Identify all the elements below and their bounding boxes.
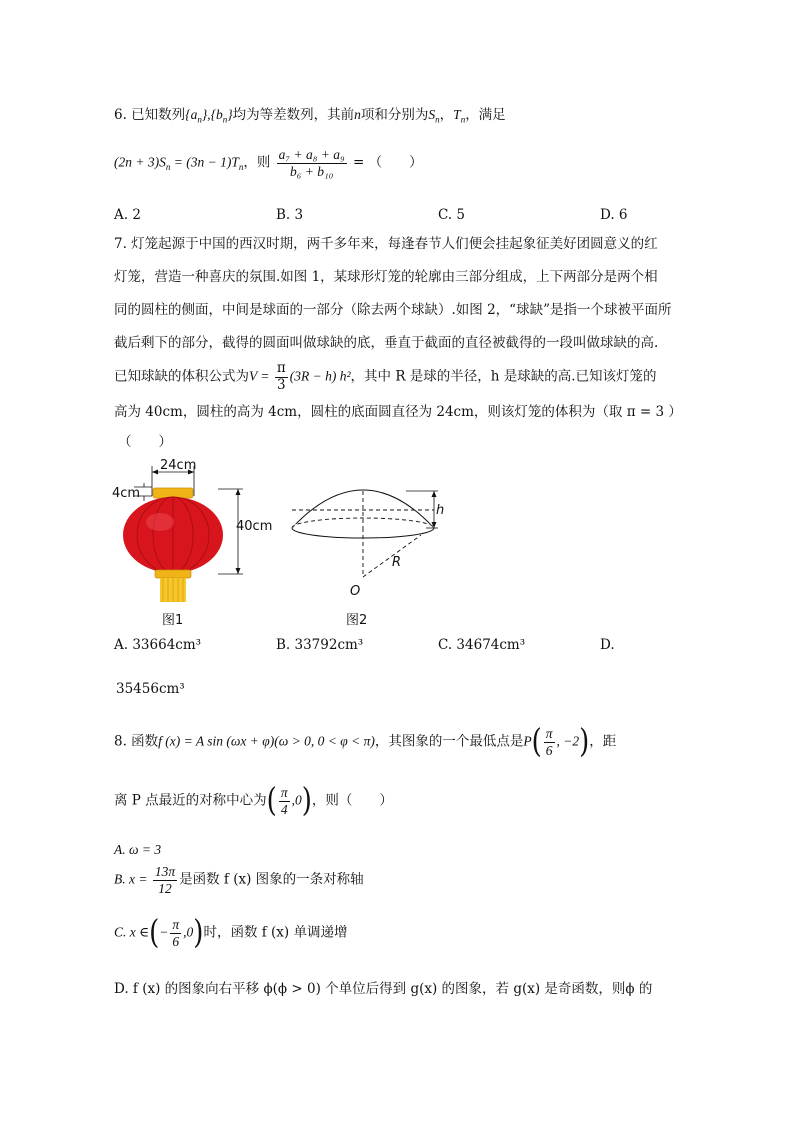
q8-pi-over-4: [279, 786, 290, 816]
q7-pi: π: [276, 360, 286, 376]
q7-pi-over-3: [275, 362, 288, 392]
lantern-tassel: [160, 578, 186, 602]
q8-func: f (x) = A sin (ωx + φ): [158, 733, 275, 749]
q6-end: ，满足: [465, 107, 506, 123]
q7-option-c[interactable]: C. 34674cm³: [438, 637, 526, 653]
q8-line2-end: ，则（ ）: [311, 792, 393, 809]
fig1-label-4cm: 4cm: [112, 486, 141, 501]
q7-V: V =: [249, 368, 273, 384]
q6-sub4: n: [460, 114, 466, 125]
fig2-label-O: O: [350, 584, 361, 599]
q6-option-b[interactable]: B. 3: [276, 207, 304, 223]
q6-sub3: n: [435, 114, 440, 125]
fig2-label-R: R: [392, 555, 402, 570]
q6-option-c[interactable]: C. 5: [438, 207, 466, 223]
q8-P: P: [523, 733, 532, 749]
lantern-top-cap: [153, 488, 193, 498]
arrow-up: [236, 489, 241, 495]
q8-pi2: π: [280, 785, 288, 800]
q6-set-a: {a: [185, 107, 198, 122]
q8-optC-pre: C. x ∈: [114, 924, 150, 940]
q8-paren-close2: ): [301, 782, 312, 820]
fig1-caption: 图1: [162, 613, 184, 628]
q7-line5: [114, 362, 657, 392]
q6-option-d[interactable]: D. 6: [600, 207, 628, 223]
arrow-down: [236, 568, 241, 574]
q8-optC-rest: ,0: [183, 924, 194, 940]
q6-option-a[interactable]: A. 2: [114, 207, 141, 223]
q6-mid: 均为等差数列，其前: [232, 107, 355, 123]
q8-cond: (ω > 0, 0 < φ < π): [274, 733, 375, 749]
h-arrow-up: [432, 491, 437, 497]
fig1-label-24cm: 24cm: [160, 458, 197, 473]
fig1-label-40cm: 40cm: [236, 519, 273, 534]
q8-paren-close3: ): [193, 914, 204, 952]
q6-frac-num: a₇ + a₈ + a₉: [278, 147, 345, 162]
q7-option-d-value: 35456cm³: [116, 681, 185, 697]
q6-set-b: },{b: [201, 107, 223, 122]
q6-set-end: }: [227, 107, 233, 122]
q6-cond-rhs: = (3n − 1)T: [170, 154, 239, 170]
q6-prefix: 6. 已知数列: [114, 107, 186, 123]
q6-cond-lhs: (2n + 3)S: [114, 154, 166, 170]
q6-comma: ，: [439, 107, 454, 123]
q6-sub6: n: [238, 162, 244, 173]
q7-line5-post: ，其中 R 是球的半径，h 是球缺的高.已知该灯笼的: [350, 368, 657, 385]
q8-line2: [114, 782, 393, 820]
q8-four: 4: [280, 801, 288, 817]
q8-paren-close: ): [579, 723, 590, 761]
q8-optB-frac: [153, 865, 177, 895]
q8-option-b[interactable]: [114, 865, 364, 895]
q8-optB-post: 是函数 f (x) 图象的一条对称轴: [179, 871, 364, 888]
q7-line7: （ ）: [118, 434, 172, 450]
q8-paren-open: (: [531, 723, 542, 761]
q6-condition: [114, 148, 423, 178]
q8-optC-frac: [170, 918, 181, 948]
q8-line2-pre: 离 P 点最近的对称中心为: [114, 792, 267, 809]
q8-optC-minus: −: [159, 924, 169, 940]
q8-six: 6: [545, 742, 553, 758]
q8-stem: [114, 723, 617, 761]
q6-sub2: n: [222, 114, 228, 125]
q8-end: ，距: [589, 733, 617, 750]
q7-option-b[interactable]: B. 33792cm³: [276, 637, 364, 653]
q8-prefix: 8. 函数: [114, 733, 159, 750]
q8-option-c[interactable]: [114, 914, 348, 952]
q6-fraction: [277, 148, 347, 178]
q7-formula-rest: (3R − h) h²: [289, 368, 351, 384]
q8-mid: ，其图象的一个最低点是: [374, 733, 524, 750]
q8-center-rest: ,0: [291, 792, 302, 808]
q6-T: T: [453, 107, 461, 122]
arrow-left: [152, 470, 158, 475]
q7-line1: 7. 灯笼起源于中国的西汉时期，两千多年来，每逢春节人们便会挂起象征美好团圆意义的红: [114, 236, 658, 252]
q8-optB-den: 12: [158, 880, 172, 896]
q8-paren-open2: (: [266, 782, 277, 820]
q8-option-a[interactable]: A. ω = 3: [114, 842, 162, 857]
q7-line4: 截后剩下的部分，截得的圆面叫做球缺的底，垂直于截面的直径被截得的一段叫做球缺的高.: [114, 335, 659, 351]
lantern-bottom-cap: [155, 570, 191, 578]
q6-tail: = （ ）: [348, 154, 423, 171]
lantern-highlight: [146, 513, 174, 531]
q6-n: n: [354, 107, 361, 122]
q8-paren-open3: (: [149, 914, 160, 952]
q7-option-d[interactable]: D.: [600, 637, 615, 653]
q8-point-rest: , −2: [556, 733, 580, 749]
q8-optC-six: 6: [172, 933, 180, 949]
q6-sub: n: [197, 114, 202, 125]
q6-sub5: n: [165, 162, 171, 173]
q7-three: 3: [277, 376, 286, 393]
q7-option-a[interactable]: A. 33664cm³: [114, 637, 202, 653]
fig2-label-h: h: [436, 503, 445, 518]
q6-frac-den: b₆ + b₁₀: [289, 163, 334, 179]
q6-mid2: 项和分别为: [360, 107, 429, 123]
q8-pi: π: [545, 726, 553, 741]
q8-pi-over-6: [544, 727, 555, 757]
q7-line6: 高为 40cm，圆柱的高为 4cm，圆柱的底面圆直径为 24cm，则该灯笼的体积为（取 π = 3 ）: [114, 404, 682, 420]
q7-line2: 灯笼，营造一种喜庆的氛围.如图 1，某球形灯笼的轮廓由三部分组成，上下两部分是两个相: [114, 269, 658, 285]
q8-optB-num: 13π: [154, 864, 176, 879]
q6-then: ，则: [243, 154, 271, 171]
q8-optC-pi: π: [172, 917, 180, 932]
q8-optB-pre: B. x =: [114, 871, 151, 887]
q7-line3: 同的圆柱的侧面，中间是球面的一部分（除去两个球缺）.如图 2，“球缺”是指一个球被平面所: [114, 302, 672, 318]
q7-formula-intro: 已知球缺的体积公式为: [114, 368, 249, 385]
q6-stem: [114, 108, 506, 125]
fig2-caption: 图2: [346, 613, 368, 628]
q6-S: S: [428, 107, 436, 122]
q8-option-d[interactable]: D. f (x) 的图象向右平移 ϕ(ϕ > 0) 个单位后得到 g(x) 的图象，若 g(x) 是奇函数，则ϕ 的: [114, 981, 653, 997]
figure-2-spherical-cap: [286, 480, 456, 590]
figure-1-lantern: [108, 452, 288, 627]
q8-optC-post: 时，函数 f (x) 单调递增: [203, 924, 348, 941]
